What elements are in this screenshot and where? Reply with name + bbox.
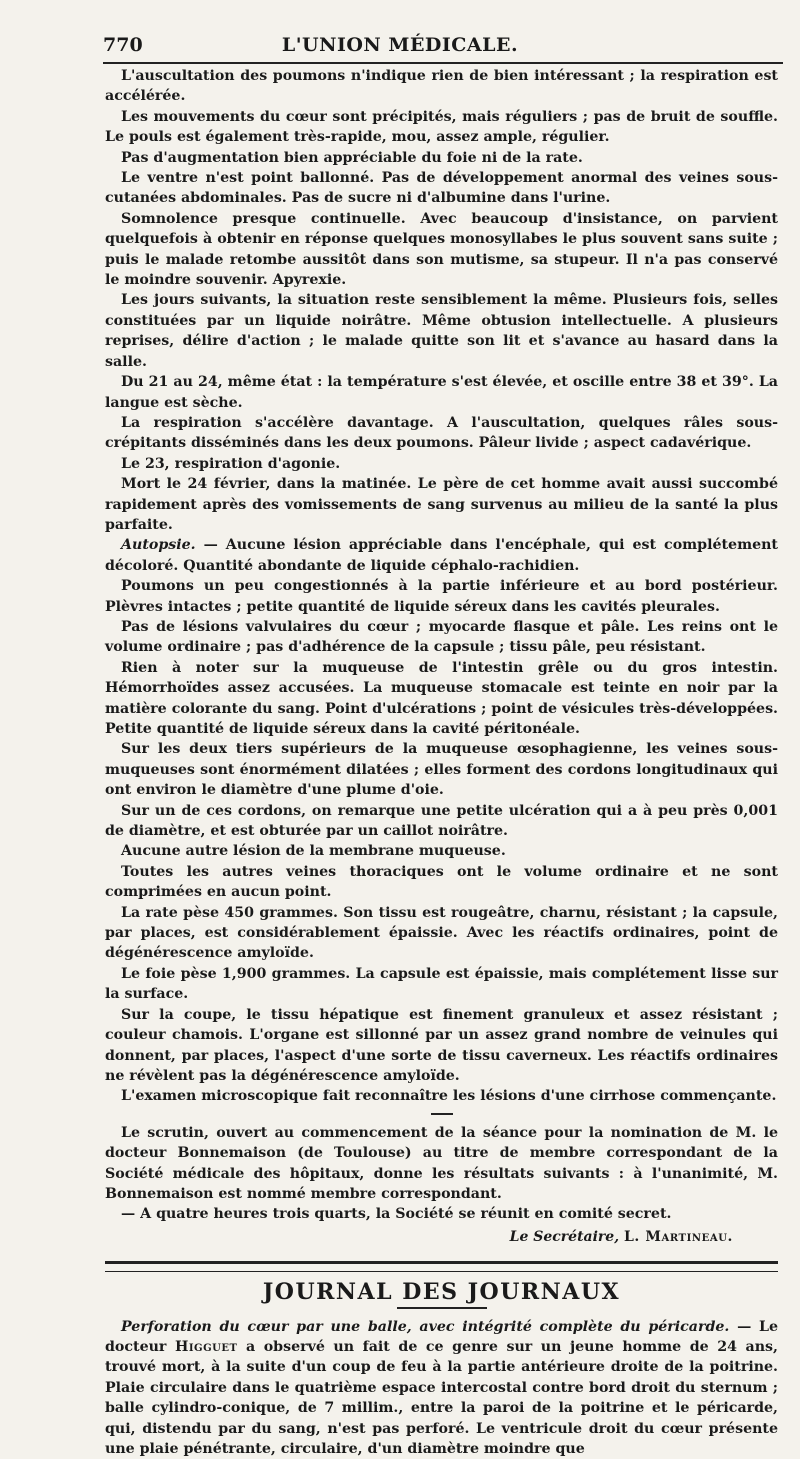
journal-paragraph [105,1317,778,1459]
running-title: L'UNION MÉDICALE. [281,34,519,56]
section-underline [397,1307,487,1309]
paragraph: L'examen microscopique fait reconnaître les lésions d'une cirrhose commençante. [121,1088,777,1105]
paragraph: Les jours suivants, la situation reste sensiblement la même. Plusieurs fois, selles constituées par un liquide noirâtre. Même obtusion intellectuelle. A plusieurs reprises, délire d'action ; le malade quitte son lit et s'avance au hasard dans la salle. [105,292,778,370]
article-body [105,66,778,1459]
section-double-rule [105,1261,778,1272]
paragraph: Du 21 au 24, même état : la température s'est élevée, et oscille entre 38 et 39°. La langue est sèche. [105,374,778,411]
paragraph: La respiration s'accélère davantage. A l'auscultation, quelques râles sous-crépitants disséminés dans les deux poumons. Pâleur livide ; aspect cadavérique. [105,414,778,452]
section-separator [431,1113,453,1115]
signature [105,1227,778,1247]
paragraph: Sur la coupe, le tissu hépatique est finement granuleux et assez résistant ; couleur chamois. L'organe est sillonné par un assez grand nombre de veinules qui donnent, par places, l'aspect d'une sorte de tissu caverneux. Les réactifs ordinaires ne révèlent pas la dégénérescence amyloïde. [105,1006,778,1084]
page-header [0,26,800,62]
journal-article-title: Perforation du cœur par une balle, avec intégrité complète du péricarde. [121,1318,730,1335]
paragraph: La rate pèse 450 grammes. Son tissu est rougeâtre, charnu, résistant ; la capsule, par places, est considérablement épaissie. Avec les réactifs ordinaires, point de dégénérescence amyloïde. [105,904,778,962]
autopsie-label: Autopsie. [121,537,196,554]
journal-text: a observé un fait de ce genre sur un jeune homme de 24 ans, trouvé mort, à la suite d'un coup de feu à la partie antérieure droite de la poitrine. Plaie circulaire dans le quatrième espace intercostal contre bord droit du sternum ; balle cylindro-conique, de 7 millim., entre la paroi de la poitrine et le péricarde, qui, distendu par du sang, n'est pas perforé. Le ventricule droit du cœur présente une plaie pénétrante, circulaire, d'un diamètre moindre que [105,1338,778,1457]
paragraph: Le ventre n'est point ballonné. Pas de développement anormal des veines sous-cutanées abdominales. Pas de sucre ni d'albumine dans l'urine. [105,170,778,207]
paragraph: Poumons un peu congestionnés à la partie inférieure et au bord postérieur. Plèvres intactes ; petite quantité de liquide séreux dans les cavités pleurales. [105,578,778,615]
journal-dash: — Le docteur [105,1318,778,1355]
paragraph: Rien à noter sur la muqueuse de l'intestin grêle ou du gros intestin. Hémorrhoïdes assez accusées. La muqueuse stomacale est teinte en noir par la matière colorante du sang. Point d'ulcérations ; point de vésicules très-développées. Petite quantité de liquide séreux dans la cavité péritonéale. [105,659,778,737]
paragraph: Pas d'augmentation bien appréciable du foie ni de la rate. [121,149,583,166]
paragraph: L'auscultation des poumons n'indique rien de bien intéressant ; la respiration est accélérée. [105,68,778,105]
autopsie-paragraph [105,535,778,576]
section-title: JOURNAL DES JOURNAUX [262,1279,621,1306]
closing-paragraph: — A quatre heures trois quarts, la Société se réunit en comité secret. [121,1206,672,1223]
paragraph: Aucune autre lésion de la membrane muqueuse. [121,843,506,860]
header-rule [103,62,783,64]
page-number: 770 [103,34,143,56]
signature-name: L. Martineau. [623,1228,733,1245]
paragraph: Somnolence presque continuelle. Avec beaucoup d'insistance, on parvient quelquefois à obtenir en réponse quelques monosyllabes le plus souvent sans suite ; puis le malade retombe aussitôt dans son mutisme, sa stupeur. Il n'a pas conservé le moindre souvenir. Apyrexie. [105,210,778,289]
paragraph: Le 23, respiration d'agonie. [121,455,341,472]
paragraph: Les mouvements du cœur sont précipités, mais réguliers ; pas de bruit de souffle. Le pouls est également très-rapide, mou, assez ample, régulier. [105,108,778,146]
journal-doctor-name: Higguet [174,1338,238,1355]
paragraph: Sur un de ces cordons, on remarque une petite ulcération qui a à peu près 0,001 de diamètre, et est obturée par un caillot noirâtre. [105,802,778,840]
paragraph: Pas de lésions valvulaires du cœur ; myocarde flasque et pâle. Les reins ont le volume ordinaire ; pas d'adhérence de la capsule ; tissu pâle, peu résistant. [105,618,778,656]
paragraph: Toutes les autres veines thoraciques ont le volume ordinaire et ne sont comprimées en aucun point. [105,863,778,901]
autopsie-text: — Aucune lésion appréciable dans l'encéphale, qui est complétement décoloré. Quantité abondante de liquide céphalo-rachidien. [105,537,778,574]
paragraph: Mort le 24 février, dans la matinée. Le père de cet homme avait aussi succombé rapidement après des vomissements de sang survenus au milieu de la santé la plus parfaite. [105,476,778,533]
scrutin-paragraph: Le scrutin, ouvert au commencement de la séance pour la nomination de M. le docteur Bonnemaison (de Toulouse) au titre de membre correspondant de la Société médicale des hôpitaux, donne les résultats suivants : à l'unanimité, M. Bonnemaison est nommé membre correspondant. [105,1124,778,1202]
signature-title: Le Secrétaire, [509,1228,620,1245]
paragraph: Le foie pèse 1,900 grammes. La capsule est épaissie, mais complétement lisse sur la surface. [105,965,778,1003]
paragraph: Sur les deux tiers supérieurs de la muqueuse œsophagienne, les veines sous-muqueuses sont énormément dilatées ; elles forment des cordons longitudinaux qui ont environ le diamètre d'une plume d'oie. [105,741,778,799]
